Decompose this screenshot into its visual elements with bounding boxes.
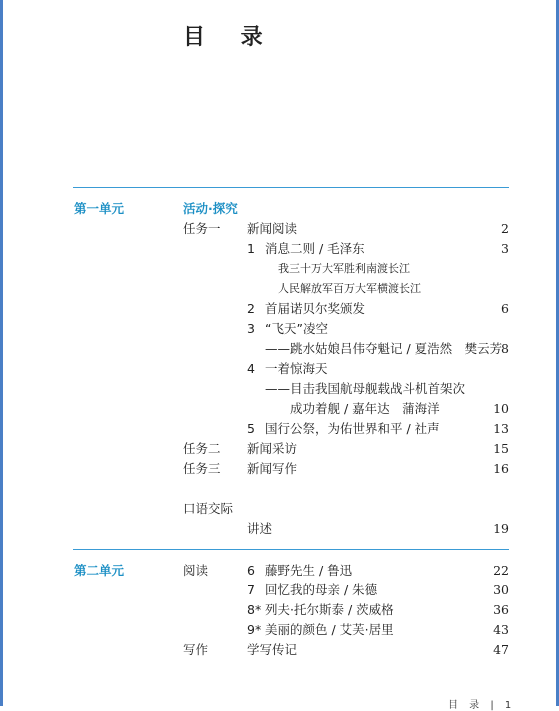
page-number: 36 [493, 602, 509, 617]
page-number: 6 [501, 301, 509, 316]
left-border [0, 0, 3, 706]
toc-link[interactable]: 新闻写作 [247, 461, 298, 476]
lesson-number: 4 [247, 361, 255, 376]
unit-label: 第一单元 [74, 201, 125, 216]
page-footer: 目 录 | 1 [448, 700, 516, 711]
toc-link[interactable]: 新闻阅读 [247, 221, 298, 236]
oral-heading: 口语交际 [183, 501, 234, 516]
toc-link[interactable]: 列夫·托尔斯泰 / 茨威格 [265, 602, 394, 617]
page-number: 3 [501, 241, 509, 256]
task-label: 任务三 [183, 461, 221, 476]
task-label: 任务一 [183, 221, 221, 236]
lesson-number: 2 [247, 301, 255, 316]
toc-link[interactable]: 新闻采访 [247, 441, 298, 456]
unit-label: 第二单元 [74, 563, 125, 578]
unit-divider [73, 549, 509, 550]
lesson-number: 8* [247, 602, 262, 617]
toc-link[interactable]: 首届诺贝尔奖颁发 [265, 301, 366, 316]
toc-link[interactable]: 消息二则 / 毛泽东 [265, 241, 365, 256]
section-label: 阅读 [183, 563, 209, 578]
toc-link[interactable]: 讲述 [247, 521, 273, 536]
page-number: 8 [501, 341, 509, 356]
toc-link[interactable]: 美丽的颜色 / 艾芙·居里 [265, 622, 394, 637]
page-number: 19 [493, 521, 509, 536]
toc-link[interactable]: 国行公祭，为佑世界和平 / 社声 [265, 421, 440, 436]
lesson-number: 5 [247, 421, 255, 436]
page-number: 13 [493, 421, 509, 436]
lesson-number: 9* [247, 622, 262, 637]
lesson-subtitle: 成功着舰 / 嘉年达 蒲海洋 [290, 401, 440, 416]
page-title: 目 录 [183, 25, 277, 50]
lesson-number: 3 [247, 321, 255, 336]
lesson-subtitle: ——跳水姑娘吕伟夺魁记 / 夏浩然 樊云芳 [265, 341, 503, 356]
sub-entry: 人民解放军百万大军横渡长江 [278, 282, 421, 295]
toc-link[interactable]: 一着惊海天 [265, 361, 328, 376]
lesson-subtitle: ——目击我国航母舰载战斗机首架次 [265, 381, 466, 396]
page-number: 2 [501, 221, 509, 236]
page-number: 30 [493, 582, 509, 597]
lesson-number: 7 [247, 582, 255, 597]
page-number: 43 [493, 622, 509, 637]
page-number: 15 [493, 441, 509, 456]
task-label: 任务二 [183, 441, 221, 456]
page-number: 47 [493, 642, 509, 657]
unit-divider [73, 187, 509, 188]
lesson-number: 6 [247, 563, 255, 578]
toc-link[interactable]: 回忆我的母亲 / 朱德 [265, 582, 378, 597]
toc-link[interactable]: 藤野先生 / 鲁迅 [265, 563, 353, 578]
sub-entry: 我三十万大军胜利南渡长江 [278, 262, 410, 275]
page-number: 16 [493, 461, 509, 476]
page-number: 22 [493, 563, 509, 578]
section-heading: 活动·探究 [183, 201, 238, 216]
toc-link[interactable]: “飞天”凌空 [265, 321, 328, 336]
page-number: 10 [493, 401, 509, 416]
lesson-number: 1 [247, 241, 255, 256]
toc-link[interactable]: 学写传记 [247, 642, 298, 657]
section-label: 写作 [183, 642, 209, 657]
